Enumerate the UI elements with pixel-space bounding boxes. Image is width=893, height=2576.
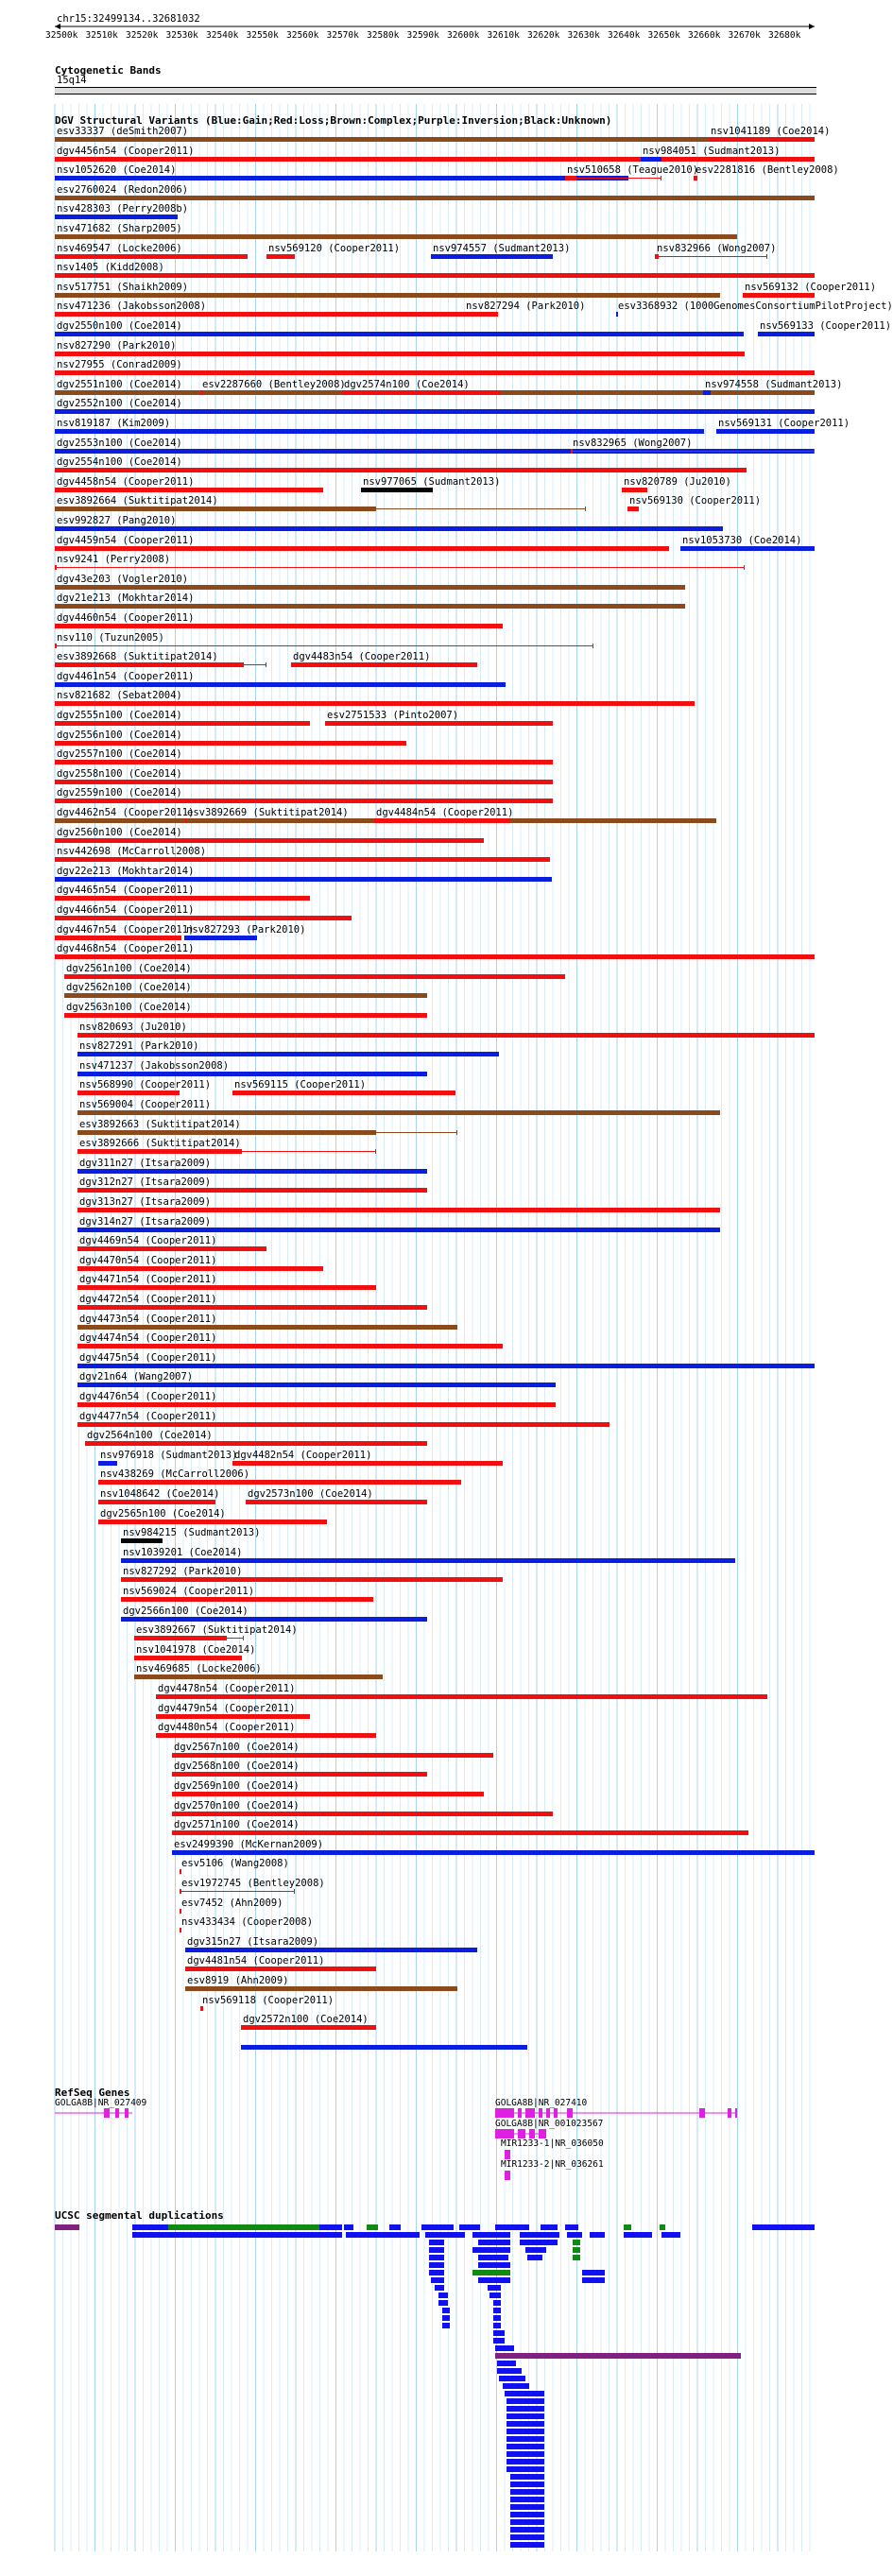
segdup-block[interactable] — [478, 2262, 510, 2268]
sv-feature-label: nsv1405 (Kidd2008) — [57, 262, 164, 274]
sv-feature-label: dgv2552n100 (Coe2014) — [57, 398, 182, 410]
segdup-block[interactable] — [435, 2285, 444, 2291]
sv-feature-label: esv5106 (Wang2008) — [181, 1858, 289, 1870]
segdup-block[interactable] — [567, 2232, 582, 2238]
sv-feature-label: nsv569118 (Cooper2011) — [202, 1994, 335, 2006]
segdup-block[interactable] — [510, 2482, 544, 2487]
segdup-block[interactable] — [520, 2240, 558, 2245]
sv-feature-label: dgv2574n100 (Coe2014) — [344, 378, 470, 390]
segdup-block[interactable] — [319, 2224, 342, 2230]
sv-feature-label: esv992827 (Pang2010) — [57, 515, 177, 526]
sv-feature-label: nsv510658 (Teague2010) — [567, 164, 699, 177]
segdup-block[interactable] — [493, 2300, 501, 2306]
segdup-block[interactable] — [478, 2255, 508, 2260]
ruler-tick-label: 32510k — [85, 30, 118, 41]
refseq-gene-label: GOLGA8B|NR_027410 — [495, 2098, 588, 2108]
segdup-block[interactable] — [590, 2232, 605, 2238]
sv-feature-label: dgv2568n100 (Coe2014) — [174, 1760, 300, 1773]
sv-feature-label: nsv569004 (Cooper2011) — [79, 1099, 212, 1110]
sv-feature-label: nsv827294 (Park2010) — [466, 301, 586, 313]
ruler-tick-label: 32620k — [527, 30, 560, 41]
segdup-block[interactable] — [493, 2308, 501, 2313]
sv-feature-label: esv33337 (deSmith2007) — [57, 126, 189, 137]
sv-feature-label: dgv2567n100 (Coe2014) — [174, 1741, 300, 1753]
segdup-block[interactable] — [132, 2224, 168, 2230]
sv-feature-label: dgv4469n54 (Cooper2011) — [79, 1235, 217, 1247]
segdup-block[interactable] — [495, 2345, 514, 2351]
segdup-block[interactable] — [472, 2270, 510, 2275]
segdup-block[interactable] — [507, 2406, 544, 2412]
sv-feature-label: dgv2573n100 (Coe2014) — [248, 1488, 373, 1500]
segdup-block[interactable] — [472, 2247, 510, 2253]
sv-feature-label: esv3892664 (Suktitipat2014) — [57, 495, 218, 507]
ruler-tick-label: 32640k — [608, 30, 641, 41]
sv-feature-label: esv8919 (Ahn2009) — [187, 1975, 289, 1986]
sv-feature-label: nsv1041978 (Coe2014) — [136, 1643, 256, 1656]
sv-feature-label: dgv4460n54 (Cooper2011) — [57, 612, 195, 624]
segdup-block[interactable] — [442, 2315, 450, 2321]
ruler-tick-label: 32630k — [567, 30, 600, 41]
sv-feature-label: esv7452 (Ahn2009) — [181, 1897, 283, 1909]
segdup-block[interactable] — [510, 2527, 544, 2533]
sv-feature-label: dgv4473n54 (Cooper2011) — [79, 1313, 217, 1325]
sv-feature-label: nsv110 (Tuzun2005) — [57, 631, 164, 644]
cytoband-title: Cytogenetic Bands — [55, 64, 162, 77]
sv-feature-label: nsv974557 (Sudmant2013) — [433, 242, 571, 254]
sv-feature-label: dgv4476n54 (Cooper2011) — [79, 1391, 217, 1402]
sv-feature-label: nsv1052620 (Coe2014) — [57, 164, 177, 177]
sv-feature-label: esv3892667 (Suktitipat2014) — [136, 1624, 298, 1637]
sv-feature-label: dgv4472n54 (Cooper2011) — [79, 1294, 217, 1305]
sv-feature-label: nsv469547 (Locke2006) — [57, 242, 182, 254]
sv-title: DGV Structural Variants (Blue:Gain;Red:Loss;Brown:Complex;Purple:Inversion;Black:Unknown) — [55, 114, 612, 127]
sv-feature-label: nsv433434 (Cooper2008) — [181, 1916, 314, 1929]
sv-feature-label: dgv4456n54 (Cooper2011) — [57, 145, 195, 157]
sv-feature-label: dgv2572n100 (Coe2014) — [243, 2014, 369, 2026]
segdup-block[interactable] — [438, 2293, 448, 2298]
sv-feature-label: dgv4482n54 (Cooper2011) — [234, 1449, 372, 1461]
sv-feature-label: nsv1041189 (Coe2014) — [711, 126, 831, 137]
sv-feature-label: dgv2569n100 (Coe2014) — [174, 1780, 300, 1792]
sv-feature-label: dgv4480n54 (Cooper2011) — [158, 1722, 296, 1734]
sv-feature-label: dgv4470n54 (Cooper2011) — [79, 1254, 217, 1266]
sv-feature-label: nsv569024 (Cooper2011) — [123, 1586, 255, 1597]
segdup-block[interactable] — [499, 2376, 525, 2381]
segdup-block[interactable] — [429, 2240, 444, 2245]
segdup-block[interactable] — [132, 2232, 342, 2238]
sv-feature-label: nsv1053730 (Coe2014) — [682, 534, 802, 546]
segdup-block[interactable] — [507, 2421, 544, 2427]
sv-feature-label: dgv2553n100 (Coe2014) — [57, 437, 182, 449]
segdup-block[interactable] — [493, 2330, 505, 2336]
ruler-tick-label: 32500k — [45, 30, 78, 41]
sv-feature-label: nsv977065 (Sudmant2013) — [363, 475, 501, 488]
segdup-block[interactable] — [489, 2293, 501, 2298]
sv-feature-label: nsv469685 (Locke2006) — [136, 1663, 262, 1675]
segdup-block[interactable] — [510, 2497, 544, 2502]
sv-feature-label: dgv314n27 (Itsara2009) — [79, 1215, 212, 1228]
sv-feature-label: nsv827292 (Park2010) — [123, 1566, 243, 1578]
segdup-block[interactable] — [507, 2444, 544, 2449]
segdup-block[interactable] — [344, 2224, 353, 2230]
ruler-tick-label: 32530k — [165, 30, 198, 41]
segdup-block[interactable] — [525, 2247, 546, 2253]
ruler-tick-label: 32520k — [126, 30, 159, 41]
ruler-tick-label: 32570k — [326, 30, 359, 41]
sv-feature-label: esv2751533 (Pinto2007) — [327, 710, 459, 721]
sv-feature-label: nsv984215 (Sudmant2013) — [123, 1527, 261, 1539]
segdup-block[interactable] — [507, 2459, 544, 2464]
sv-feature-label: dgv2550n100 (Coe2014) — [57, 320, 182, 332]
segdup-block[interactable] — [459, 2224, 480, 2230]
segdup-block[interactable] — [472, 2232, 510, 2238]
segdup-block[interactable] — [507, 2436, 544, 2442]
segdup-block[interactable] — [510, 2512, 544, 2517]
segdup-block[interactable] — [510, 2519, 544, 2525]
segdup-block[interactable] — [478, 2277, 510, 2283]
segdup-block[interactable] — [442, 2308, 450, 2313]
sv-feature-label: nsv568990 (Cooper2011) — [79, 1079, 212, 1091]
sv-feature-label: dgv2551n100 (Coe2014) — [57, 378, 182, 390]
ruler-tick-label: 32600k — [447, 30, 480, 41]
sv-feature-label: nsv569115 (Cooper2011) — [234, 1079, 367, 1091]
segdup-title: UCSC segmental duplications — [55, 2209, 224, 2222]
sv-feature-label: nsv820789 (Ju2010) — [624, 475, 731, 488]
segdup-block[interactable] — [565, 2224, 578, 2230]
refseq-gene-label: GOLGA8B|NR_001023567 — [495, 2119, 604, 2129]
sv-feature-label: nsv1039201 (Coe2014) — [123, 1546, 243, 1558]
segdup-block[interactable] — [442, 2323, 450, 2328]
segdup-block[interactable] — [507, 2398, 544, 2404]
sv-feature-label: dgv4484n54 (Cooper2011) — [376, 807, 514, 818]
sv-feature-label: nsv27955 (Conrad2009) — [57, 359, 182, 371]
segdup-block[interactable] — [497, 2361, 516, 2366]
segdup-block[interactable] — [431, 2277, 444, 2283]
sv-feature-label: esv3892666 (Suktitipat2014) — [79, 1138, 241, 1150]
sv-feature-label: dgv4478n54 (Cooper2011) — [158, 1683, 296, 1694]
segdup-block[interactable] — [507, 2466, 544, 2472]
sv-feature-label: dgv2563n100 (Coe2014) — [66, 1002, 192, 1013]
sv-feature-label: nsv517751 (Shaikh2009) — [57, 281, 189, 293]
ruler-tick-label: 32610k — [487, 30, 520, 41]
ruler-tick-label: 32590k — [406, 30, 439, 41]
sv-feature-label: dgv4462n54 (Cooper2011) — [57, 807, 195, 818]
position-label: chr15:32499134..32681032 — [57, 13, 200, 25]
sv-feature-label: dgv2566n100 (Coe2014) — [123, 1605, 249, 1617]
sv-feature-label: dgv4479n54 (Cooper2011) — [158, 1702, 296, 1714]
segdup-block[interactable] — [573, 2240, 580, 2245]
sv-feature-label: esv3892669 (Suktitipat2014) — [187, 807, 349, 818]
sv-feature-label: dgv2559n100 (Coe2014) — [57, 787, 182, 799]
sv-feature-label: dgv4475n54 (Cooper2011) — [79, 1351, 217, 1364]
refseq-gene-label: GOLGA8B|NR_027409 — [55, 2098, 147, 2108]
segdup-block[interactable] — [624, 2224, 631, 2230]
sv-feature-label: dgv21e213 (Mokhtar2014) — [57, 592, 195, 605]
sv-feature-label: dgv43e203 (Vogler2010) — [57, 573, 189, 585]
ruler-tick-label: 32550k — [246, 30, 279, 41]
sv-feature-label: dgv2556n100 (Coe2014) — [57, 729, 182, 741]
sv-feature-label: esv2281816 (Bentley2008) — [696, 164, 839, 177]
segdup-block[interactable] — [55, 2224, 79, 2230]
sv-feature-label: nsv984051 (Sudmant2013) — [643, 145, 781, 157]
sv-feature-label: dgv313n27 (Itsara2009) — [79, 1196, 212, 1208]
segdup-block[interactable] — [541, 2224, 558, 2230]
sv-feature-label: nsv428303 (Perry2008b) — [57, 203, 189, 215]
sv-feature-label: nsv442698 (McCarroll2008) — [57, 846, 207, 858]
segdup-block[interactable] — [495, 2353, 741, 2359]
sv-feature-label: dgv2565n100 (Coe2014) — [100, 1507, 226, 1520]
ruler-tick-label: 32540k — [206, 30, 239, 41]
refseq-gene-label: MIR1233-2|NR_036261 — [501, 2159, 604, 2170]
ruler-tick-label: 32670k — [728, 30, 761, 41]
ruler-tick-label: 32650k — [647, 30, 680, 41]
sv-feature-label: nsv9241 (Perry2008) — [57, 554, 171, 566]
sv-feature-label: dgv311n27 (Itsara2009) — [79, 1157, 212, 1169]
sv-feature-label: nsv438269 (McCarroll2006) — [100, 1468, 250, 1481]
sv-feature-label: nsv471237 (Jakobsson2008) — [79, 1059, 230, 1072]
ruler-tick-label: 32560k — [286, 30, 319, 41]
sv-feature-label: esv3368932 (1000GenomesConsortiumPilotProject) — [618, 301, 893, 313]
segdup-block[interactable] — [520, 2232, 559, 2238]
sv-feature-label: nsv471682 (Sharp2005) — [57, 223, 182, 234]
sv-feature-label: dgv22e213 (Mokhtar2014) — [57, 865, 195, 877]
segdup-block[interactable] — [425, 2232, 465, 2238]
sv-feature-label: esv2499390 (McKernan2009) — [174, 1838, 324, 1850]
sv-feature-label: dgv4465n54 (Cooper2011) — [57, 884, 195, 897]
segdup-block[interactable] — [488, 2285, 501, 2291]
segdup-block[interactable] — [582, 2270, 605, 2275]
segdup-block[interactable] — [510, 2489, 544, 2495]
sv-feature-label: dgv21n64 (Wang2007) — [79, 1371, 194, 1383]
segdup-block[interactable] — [573, 2247, 580, 2253]
sv-feature-label: dgv4468n54 (Cooper2011) — [57, 943, 195, 955]
segdup-block[interactable] — [478, 2240, 510, 2245]
sv-feature-label: nsv819187 (Kim2009) — [57, 418, 171, 429]
sv-feature-label: dgv2554n100 (Coe2014) — [57, 456, 182, 469]
sv-feature-label: dgv4467n54 (Cooper2011) — [57, 923, 195, 936]
sv-feature-label: dgv4481n54 (Cooper2011) — [187, 1955, 325, 1967]
segdup-block[interactable] — [168, 2224, 319, 2230]
sv-feature-label: nsv569133 (Cooper2011) — [760, 320, 892, 332]
segdup-block[interactable] — [495, 2224, 529, 2230]
refseq-title: RefSeq Genes — [55, 2087, 130, 2099]
segdup-block[interactable] — [438, 2300, 448, 2306]
cytoband-label: 15q14 — [57, 75, 87, 86]
segdup-block[interactable] — [421, 2224, 454, 2230]
sv-feature-label: nsv976918 (Sudmant2013) — [100, 1449, 238, 1461]
sv-feature-label: dgv2560n100 (Coe2014) — [57, 826, 182, 838]
sv-feature-label: nsv569131 (Cooper2011) — [718, 418, 850, 429]
segdup-block[interactable] — [507, 2413, 544, 2419]
ruler-tick-label: 32680k — [768, 30, 801, 41]
sv-feature-label: dgv2570n100 (Coe2014) — [174, 1799, 300, 1812]
segdup-block[interactable] — [505, 2391, 544, 2396]
segdup-block[interactable] — [429, 2255, 444, 2260]
segdup-block[interactable] — [527, 2255, 542, 2260]
sv-feature-label: esv3892663 (Suktitipat2014) — [79, 1118, 241, 1130]
sv-feature-label: esv1972745 (Bentley2008) — [181, 1878, 325, 1889]
segdup-block[interactable] — [510, 2534, 544, 2540]
sv-feature-label: dgv4466n54 (Cooper2011) — [57, 904, 195, 916]
sv-feature-label: dgv4458n54 (Cooper2011) — [57, 475, 195, 488]
sv-feature-label: nsv821682 (Sebat2004) — [57, 690, 182, 702]
sv-feature-label: dgv2555n100 (Coe2014) — [57, 710, 182, 721]
sv-feature-label: nsv569120 (Cooper2011) — [268, 242, 401, 254]
segdup-block[interactable] — [346, 2232, 420, 2238]
refseq-gene-label: MIR1233-1|NR_036050 — [501, 2138, 604, 2149]
sv-feature-label: dgv2564n100 (Coe2014) — [87, 1430, 213, 1442]
segdup-block[interactable] — [507, 2429, 544, 2434]
segdup-block[interactable] — [624, 2232, 652, 2238]
sv-feature-label: dgv4477n54 (Cooper2011) — [79, 1410, 217, 1422]
segdup-block[interactable] — [497, 2368, 522, 2374]
segdup-block[interactable] — [582, 2277, 605, 2283]
sv-feature-label: nsv569130 (Cooper2011) — [629, 495, 762, 507]
sv-feature-label: nsv820693 (Ju2010) — [79, 1021, 187, 1033]
segdup-block[interactable] — [510, 2542, 544, 2548]
sv-feature-label: esv2287660 (Bentley2008) — [202, 378, 346, 390]
segdup-block[interactable] — [389, 2224, 401, 2230]
segdup-block[interactable] — [752, 2224, 815, 2230]
segdup-block[interactable] — [493, 2323, 501, 2328]
segdup-block[interactable] — [503, 2383, 529, 2389]
ruler-tick-label: 32580k — [367, 30, 400, 41]
sv-feature-label: dgv315n27 (Itsara2009) — [187, 1935, 319, 1948]
sv-feature-label: dgv4459n54 (Cooper2011) — [57, 534, 195, 546]
sv-feature-label: dgv2571n100 (Coe2014) — [174, 1819, 300, 1831]
segdup-block[interactable] — [510, 2504, 544, 2510]
sv-feature-label: nsv827293 (Park2010) — [186, 923, 306, 936]
sv-feature-label: esv3892668 (Suktitipat2014) — [57, 651, 218, 663]
sv-feature-label: nsv827290 (Park2010) — [57, 339, 177, 352]
segdup-block[interactable] — [367, 2224, 378, 2230]
sv-feature-label: nsv832965 (Wong2007) — [573, 437, 693, 449]
segdup-block[interactable] — [661, 2232, 680, 2238]
sv-feature-label: dgv312n27 (Itsara2009) — [79, 1176, 212, 1189]
segdup-block[interactable] — [510, 2474, 544, 2480]
sv-feature-label: dgv2561n100 (Coe2014) — [66, 962, 192, 974]
sv-feature-label: dgv4483n54 (Cooper2011) — [293, 651, 431, 663]
sv-feature-label: nsv1048642 (Coe2014) — [100, 1488, 220, 1500]
ruler-tick-label: 32660k — [688, 30, 721, 41]
segdup-block[interactable] — [573, 2255, 580, 2260]
sv-feature-label: nsv569132 (Cooper2011) — [745, 281, 877, 293]
sv-feature-label: nsv832966 (Wong2007) — [657, 242, 777, 254]
sv-feature-label: nsv974558 (Sudmant2013) — [705, 378, 843, 390]
sv-feature-label: nsv827291 (Park2010) — [79, 1040, 199, 1053]
segdup-block[interactable] — [507, 2451, 544, 2457]
sv-feature-label: dgv2558n100 (Coe2014) — [57, 767, 182, 780]
segdup-block[interactable] — [660, 2224, 665, 2230]
sv-feature-label: dgv4474n54 (Cooper2011) — [79, 1332, 217, 1345]
sv-feature-label: esv2760024 (Redon2006) — [57, 183, 189, 196]
sv-feature-label: dgv4471n54 (Cooper2011) — [79, 1274, 217, 1286]
sv-feature-label: dgv2557n100 (Coe2014) — [57, 748, 182, 761]
segdup-block[interactable] — [429, 2270, 444, 2275]
sv-feature-label: dgv2562n100 (Coe2014) — [66, 982, 192, 994]
segdup-block[interactable] — [429, 2262, 444, 2268]
segdup-block[interactable] — [493, 2315, 501, 2321]
segdup-block[interactable] — [493, 2338, 505, 2344]
sv-feature-label: nsv471236 (Jakobsson2008) — [57, 301, 207, 313]
sv-feature-label: dgv4461n54 (Cooper2011) — [57, 670, 195, 682]
segdup-block[interactable] — [429, 2247, 444, 2253]
